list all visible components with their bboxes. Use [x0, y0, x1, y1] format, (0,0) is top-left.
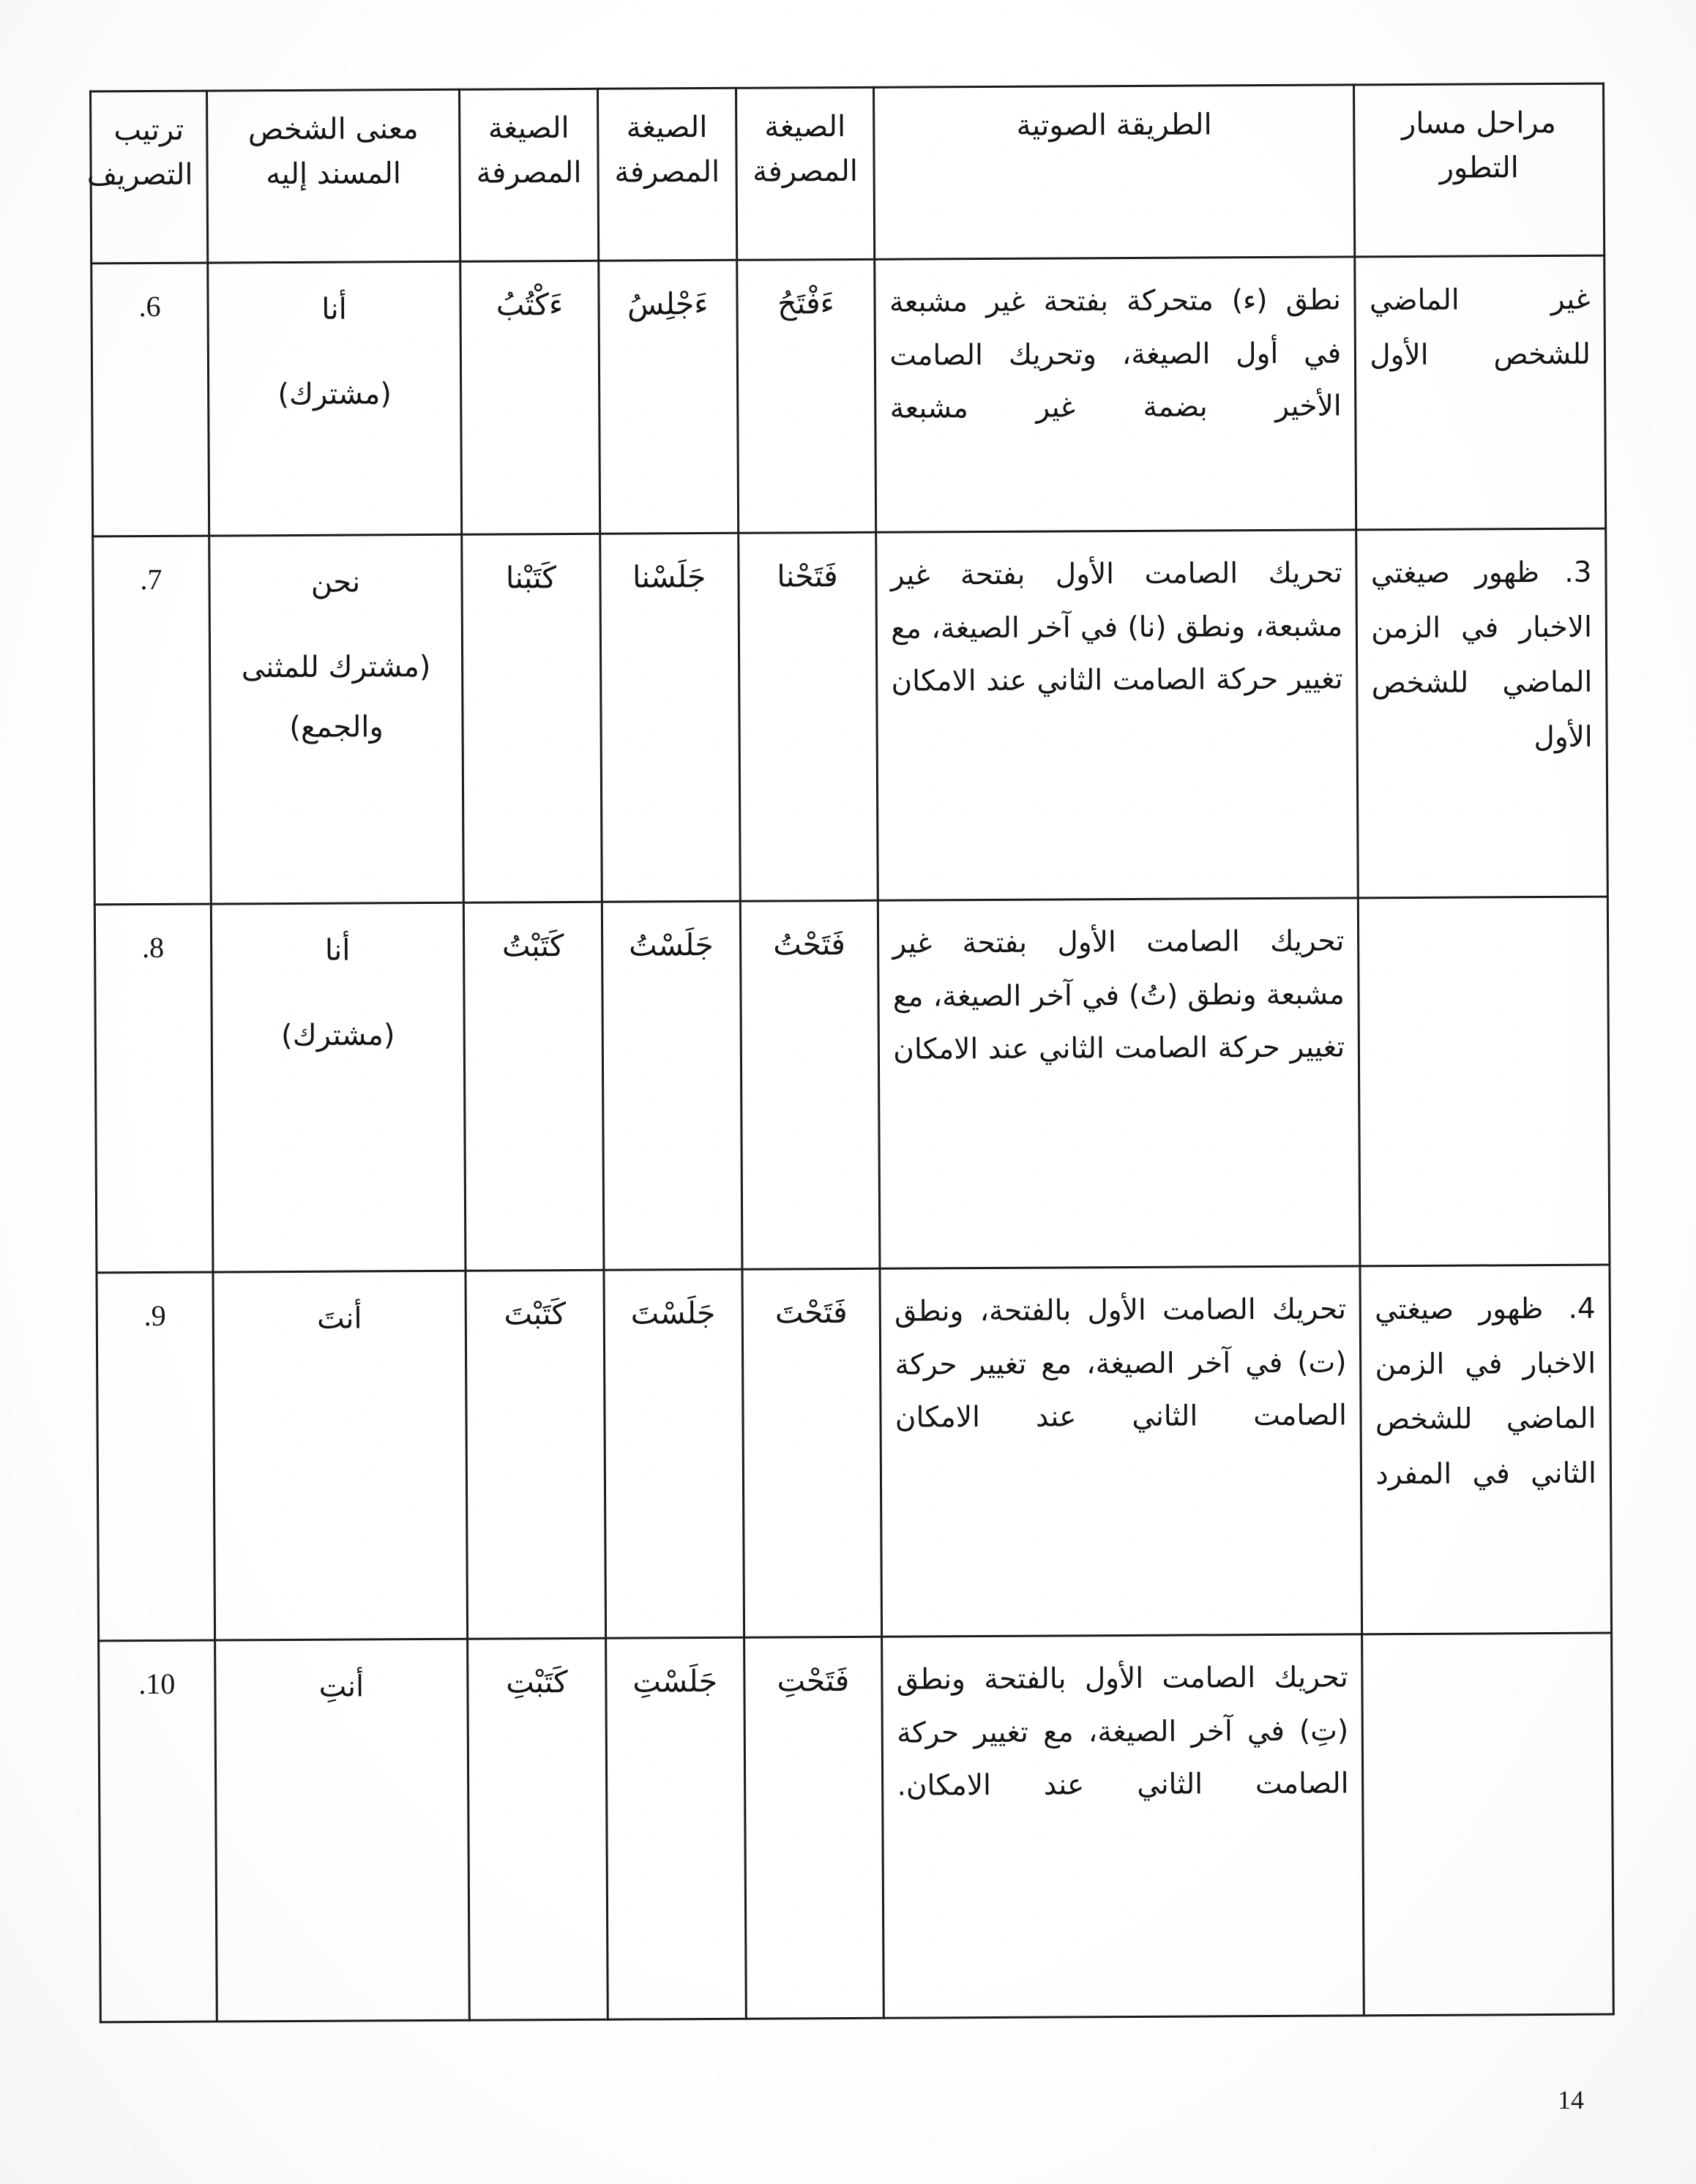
cell-meaning-sub: (مشترك للمثنى	[241, 649, 431, 685]
cell-meaning-main: أنتَ	[316, 1301, 362, 1336]
cell-meaning-main: أنتِ	[318, 1669, 365, 1704]
cell-form-3: ءَفْتَحُ	[736, 259, 876, 533]
cell-phonetic: تحريك الصامت الأول بالفتحة، ونطق (ت) في آخر الصيغة، مع تغيير حركة الصامت الثاني عند الامكان	[880, 1266, 1362, 1637]
column-header-form-3-line1: الصيغة	[764, 110, 846, 144]
cell-form-3: فَتَحْتُ	[740, 900, 880, 1269]
table-row	[99, 1633, 1614, 2022]
conjugation-table	[86, 83, 1615, 2024]
cell-rank: .6	[91, 263, 209, 536]
cell-form-1: كَتَبْتِ	[468, 1638, 608, 2020]
table-row	[93, 528, 1608, 905]
cell-form-2: جَلَسْتَ	[604, 1269, 744, 1638]
table-body	[91, 255, 1614, 2022]
cell-phonetic: تحريك الصامت الأول بفتحة غير مشبعة ونطق (تُ) في آخر الصيغة، مع تغيير حركة الصامت الثاني عند الامكان	[878, 898, 1361, 1268]
column-header-form-2-line2: المصرفة	[614, 154, 720, 190]
cell-stage	[1362, 1633, 1613, 2016]
cell-form-3: فَتَحْتَ	[742, 1268, 882, 1637]
column-header-form-2	[597, 88, 736, 261]
column-header-form-1-line2: المصرفة	[476, 155, 582, 190]
cell-rank: .7	[93, 536, 212, 905]
cell-stage	[1359, 897, 1610, 1266]
cell-meaning-sub: (مشترك)	[280, 1018, 395, 1053]
column-header-rank-line1: ترتيب	[113, 113, 184, 148]
cell-meaning-sub2: والجمع)	[289, 710, 384, 744]
column-header-meaning-line1: معنى الشخص	[247, 112, 419, 147]
cell-phonetic: نطق (ء) متحركة بفتحة غير مشبعة في أول الصيغة، وتحريك الصامت الأخير بضمة غير مشبعة	[875, 257, 1356, 532]
column-header-stage-line1: مراحل مسار	[1401, 105, 1557, 141]
cell-rank: .9	[97, 1272, 215, 1641]
conjugation-table-container	[86, 86, 1605, 2019]
cell-stage: غير الماضي للشخص الأول	[1355, 255, 1606, 530]
column-header-stage-line2: التطور	[1439, 150, 1519, 185]
cell-form-1: ءَكْتُبُ	[460, 261, 600, 534]
column-header-rank-line2: التصريف	[86, 157, 193, 192]
cell-form-2: جَلَسْنا	[600, 533, 740, 902]
cell-stage: 3. ظهور صيغتي الاخبار في الزمن الماضي للشخص الأول	[1356, 528, 1607, 898]
column-header-rank	[86, 91, 208, 263]
column-header-form-3-line2: المصرفة	[752, 154, 859, 189]
table-header	[86, 83, 1605, 263]
cell-meaning-main: أنا	[324, 933, 351, 968]
cell-form-2: جَلَسْتِ	[605, 1637, 745, 2019]
column-header-meaning-line2: المسند إليه	[266, 156, 402, 191]
column-header-stage	[1354, 83, 1605, 257]
cell-form-1: كَتَبْنا	[462, 534, 602, 902]
cell-meaning-main: نحن	[310, 565, 361, 599]
column-header-form-2-line1: الصيغة	[626, 110, 708, 145]
cell-meaning	[208, 261, 462, 536]
cell-form-3: فَتَحْتِ	[744, 1637, 884, 2019]
table-row	[97, 1265, 1612, 1641]
cell-form-1: كَتَبْتَ	[466, 1270, 605, 1639]
cell-meaning	[213, 1271, 468, 1640]
cell-stage: 4. ظهور صيغتي الاخبار في الزمن الماضي للشخص الثاني في المفرد	[1360, 1265, 1611, 1634]
column-header-form-1-line1: الصيغة	[487, 111, 569, 146]
cell-form-2: ءَجْلِسُ	[599, 260, 739, 534]
column-header-phonetic	[874, 85, 1355, 259]
column-header-phonetic-line1: الطريقة الصوتية	[1016, 108, 1212, 143]
table-row	[94, 897, 1610, 1273]
cell-meaning	[209, 534, 464, 904]
cell-meaning	[211, 902, 466, 1272]
cell-phonetic: تحريك الصامت الأول بالفتحة ونطق (تِ) في آخر الصيغة، مع تغيير حركة الصامت الثاني عند الامكان.	[882, 1634, 1364, 2018]
cell-form-2: جَلَسْتُ	[602, 901, 741, 1270]
cell-meaning-main: أنا	[321, 292, 347, 326]
cell-phonetic: تحريك الصامت الأول بفتحة غير مشبعة، ونطق (نا) في آخر الصيغة، مع تغيير حركة الصامت الثاني عند الامكان	[876, 530, 1359, 900]
cell-rank: .8	[94, 904, 213, 1273]
cell-meaning	[214, 1639, 469, 2022]
table-row	[91, 255, 1606, 536]
column-header-meaning	[206, 89, 460, 263]
header-row	[91, 83, 1605, 263]
cell-form-1: كَتَبْتُ	[463, 902, 603, 1271]
column-header-form-3	[736, 87, 875, 260]
column-header-form-1	[460, 89, 599, 261]
cell-meaning-sub: (مشترك)	[277, 377, 392, 412]
page-number: 14	[1558, 2085, 1584, 2114]
cell-rank: .10	[99, 1640, 217, 2022]
cell-form-3: فَتَحْنا	[738, 532, 878, 901]
